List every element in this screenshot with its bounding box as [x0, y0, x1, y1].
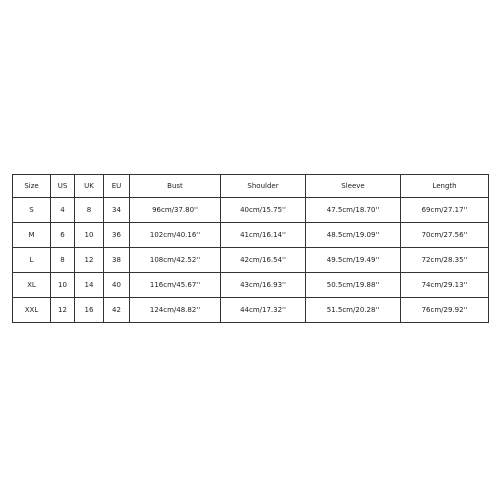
- table-row: [13, 198, 489, 223]
- cell-shoulder: 42cm/16.54'': [221, 248, 306, 273]
- cell-size: XL: [13, 273, 51, 298]
- cell-bust: 102cm/40.16'': [130, 223, 221, 248]
- cell-eu: 40: [104, 273, 130, 298]
- cell-size: XXL: [13, 298, 51, 323]
- table-row: [13, 248, 489, 273]
- cell-sleeve: 47.5cm/18.70'': [306, 198, 401, 223]
- cell-shoulder: 41cm/16.14'': [221, 223, 306, 248]
- cell-sleeve: 51.5cm/20.28'': [306, 298, 401, 323]
- cell-sleeve: 48.5cm/19.09'': [306, 223, 401, 248]
- cell-sleeve: 50.5cm/19.88'': [306, 273, 401, 298]
- header-row: [13, 175, 489, 198]
- header-uk: UK: [75, 175, 104, 198]
- cell-length: 72cm/28.35'': [401, 248, 489, 273]
- header-size: Size: [13, 175, 51, 198]
- cell-length: 69cm/27.17'': [401, 198, 489, 223]
- cell-size: S: [13, 198, 51, 223]
- table-row: [13, 273, 489, 298]
- cell-us: 10: [51, 273, 75, 298]
- cell-eu: 34: [104, 198, 130, 223]
- header-sleeve: Sleeve: [306, 175, 401, 198]
- header-bust: Bust: [130, 175, 221, 198]
- cell-uk: 14: [75, 273, 104, 298]
- cell-shoulder: 43cm/16.93'': [221, 273, 306, 298]
- cell-size: M: [13, 223, 51, 248]
- cell-length: 74cm/29.13'': [401, 273, 489, 298]
- cell-bust: 124cm/48.82'': [130, 298, 221, 323]
- size-chart-table: [12, 174, 489, 323]
- cell-length: 76cm/29.92'': [401, 298, 489, 323]
- cell-uk: 16: [75, 298, 104, 323]
- header-shoulder: Shoulder: [221, 175, 306, 198]
- cell-us: 4: [51, 198, 75, 223]
- cell-bust: 116cm/45.67'': [130, 273, 221, 298]
- cell-us: 8: [51, 248, 75, 273]
- table-row: [13, 223, 489, 248]
- cell-us: 12: [51, 298, 75, 323]
- cell-eu: 42: [104, 298, 130, 323]
- cell-eu: 36: [104, 223, 130, 248]
- cell-bust: 96cm/37.80'': [130, 198, 221, 223]
- cell-length: 70cm/27.56'': [401, 223, 489, 248]
- header-length: Length: [401, 175, 489, 198]
- header-us: US: [51, 175, 75, 198]
- cell-eu: 38: [104, 248, 130, 273]
- cell-sleeve: 49.5cm/19.49'': [306, 248, 401, 273]
- cell-uk: 8: [75, 198, 104, 223]
- table-row: [13, 298, 489, 323]
- header-eu: EU: [104, 175, 130, 198]
- cell-shoulder: 44cm/17.32'': [221, 298, 306, 323]
- cell-shoulder: 40cm/15.75'': [221, 198, 306, 223]
- cell-uk: 12: [75, 248, 104, 273]
- cell-bust: 108cm/42.52'': [130, 248, 221, 273]
- cell-uk: 10: [75, 223, 104, 248]
- cell-us: 6: [51, 223, 75, 248]
- cell-size: L: [13, 248, 51, 273]
